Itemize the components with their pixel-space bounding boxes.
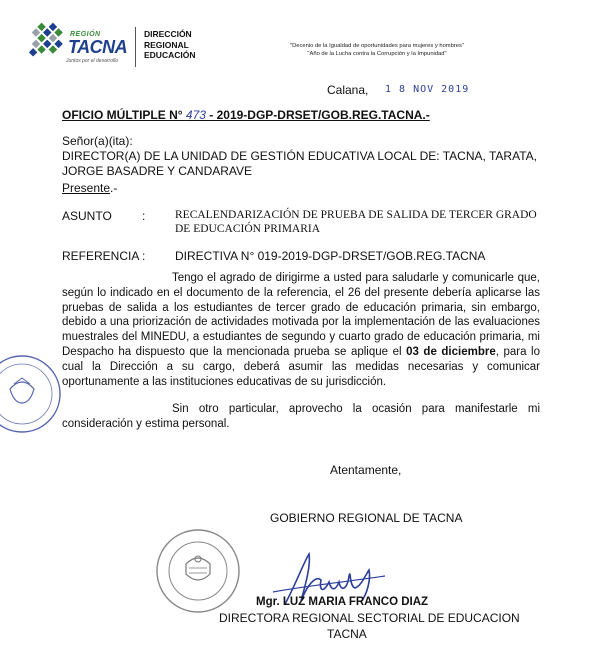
oficio-suffix: - 2019-DGP-DRSET/GOB.REG.TACNA.- — [205, 108, 430, 122]
department-name — [144, 29, 195, 61]
referencia-text: DIRECTIVA N° 019-2019-DGP-DRSET/GOB.REG.TACNA — [175, 249, 486, 263]
oficio-number — [62, 108, 430, 122]
letterhead-divider — [135, 27, 136, 67]
date-stamp: 1 8 NOV 2019 — [385, 84, 470, 95]
presente-suffix: .- — [110, 181, 118, 195]
department-line-2: REGIONAL — [144, 39, 189, 50]
department-line-1: DIRECCIÓN — [144, 29, 192, 39]
recipient-greeting: Señor(a)(ita): — [62, 134, 133, 148]
regional-government-seal — [155, 528, 241, 614]
body-paragraph-2: Sin otro particular, aprovecho la ocasión para manifestarle mi consideración y estima personal. — [62, 403, 540, 430]
decenio-line-2: "Año de la Lucha contra la Corrupción y la Impunidad" — [307, 51, 447, 57]
asunto-colon: : — [142, 209, 146, 223]
left-seal-stamp — [0, 344, 70, 444]
logo-name: TACNA — [68, 37, 128, 57]
signatory-name: Mgr. LUZ MARIA FRANCO DIAZ — [256, 596, 429, 608]
region-logo-mark — [20, 18, 66, 64]
asunto-text: RECALENDARIZACIÓN DE PRUEBA DE SALIDA DE TERCER GRADO DE EDUCACIÓN PRIMARIA — [175, 209, 537, 235]
decenio-motto — [262, 42, 492, 58]
recipient-line: DIRECTOR(A) DE LA UNIDAD DE GESTIÓN EDUCATIVA LOCAL DE: TACNA, TARATA, JORGE BASADRE Y CANDARAVE — [62, 149, 537, 178]
oficio-prefix: OFICIO MÚLTIPLE N° — [62, 108, 186, 122]
referencia-colon: : — [142, 249, 146, 263]
para1-before: Tengo el agrado de dirigirme a usted para saludarle y comunicarle que, según lo indicado en el documento de la referencia, el 26 del presente debería aplicarse las pruebas de salida a los estudiantes de tercer grado de educación primaria, sin embargo, debido a una priorización de actividades motivada por la implementación de las evaluaciones muestrales del MINEDU, a estudiantes de segundo y cuarto grado de educación primaria, mi Despacho ha dispuesto que la mencionada prueba se aplique el — [62, 272, 540, 358]
logo-slogan: Juntos por el desarrollo — [66, 58, 118, 64]
logo-region-label: REGIÓN — [70, 31, 101, 38]
asunto-label: ASUNTO — [62, 209, 112, 223]
signatory-place: TACNA — [327, 627, 367, 641]
presente-line — [62, 181, 117, 196]
department-line-3: EDUCACIÓN — [144, 50, 196, 60]
signatory-title: DIRECTORA REGIONAL SECTORIAL DE EDUCACION — [219, 611, 520, 625]
date-place: Calana, — [327, 83, 369, 97]
closing-atentamente: Atentamente, — [330, 463, 402, 477]
para1-bold-date: 03 de diciembre — [406, 345, 496, 358]
closing-organization: GOBIERNO REGIONAL DE TACNA — [270, 511, 463, 525]
referencia-label: REFERENCIA — [62, 249, 140, 263]
decenio-line-1: "Decenio de la Igualdad de oportunidades para mujeres y hombres" — [290, 43, 464, 49]
presente-label: Presente — [62, 181, 111, 195]
oficio-handwritten-number: 473 — [185, 108, 206, 122]
body-paragraph-1 — [62, 271, 540, 389]
para1-after: , para lo cual la Dirección a su cargo, deberá asumir las medidas necesarias y comunicar oportunamente a las instituciones educativas de su jurisdicción. — [62, 345, 540, 388]
